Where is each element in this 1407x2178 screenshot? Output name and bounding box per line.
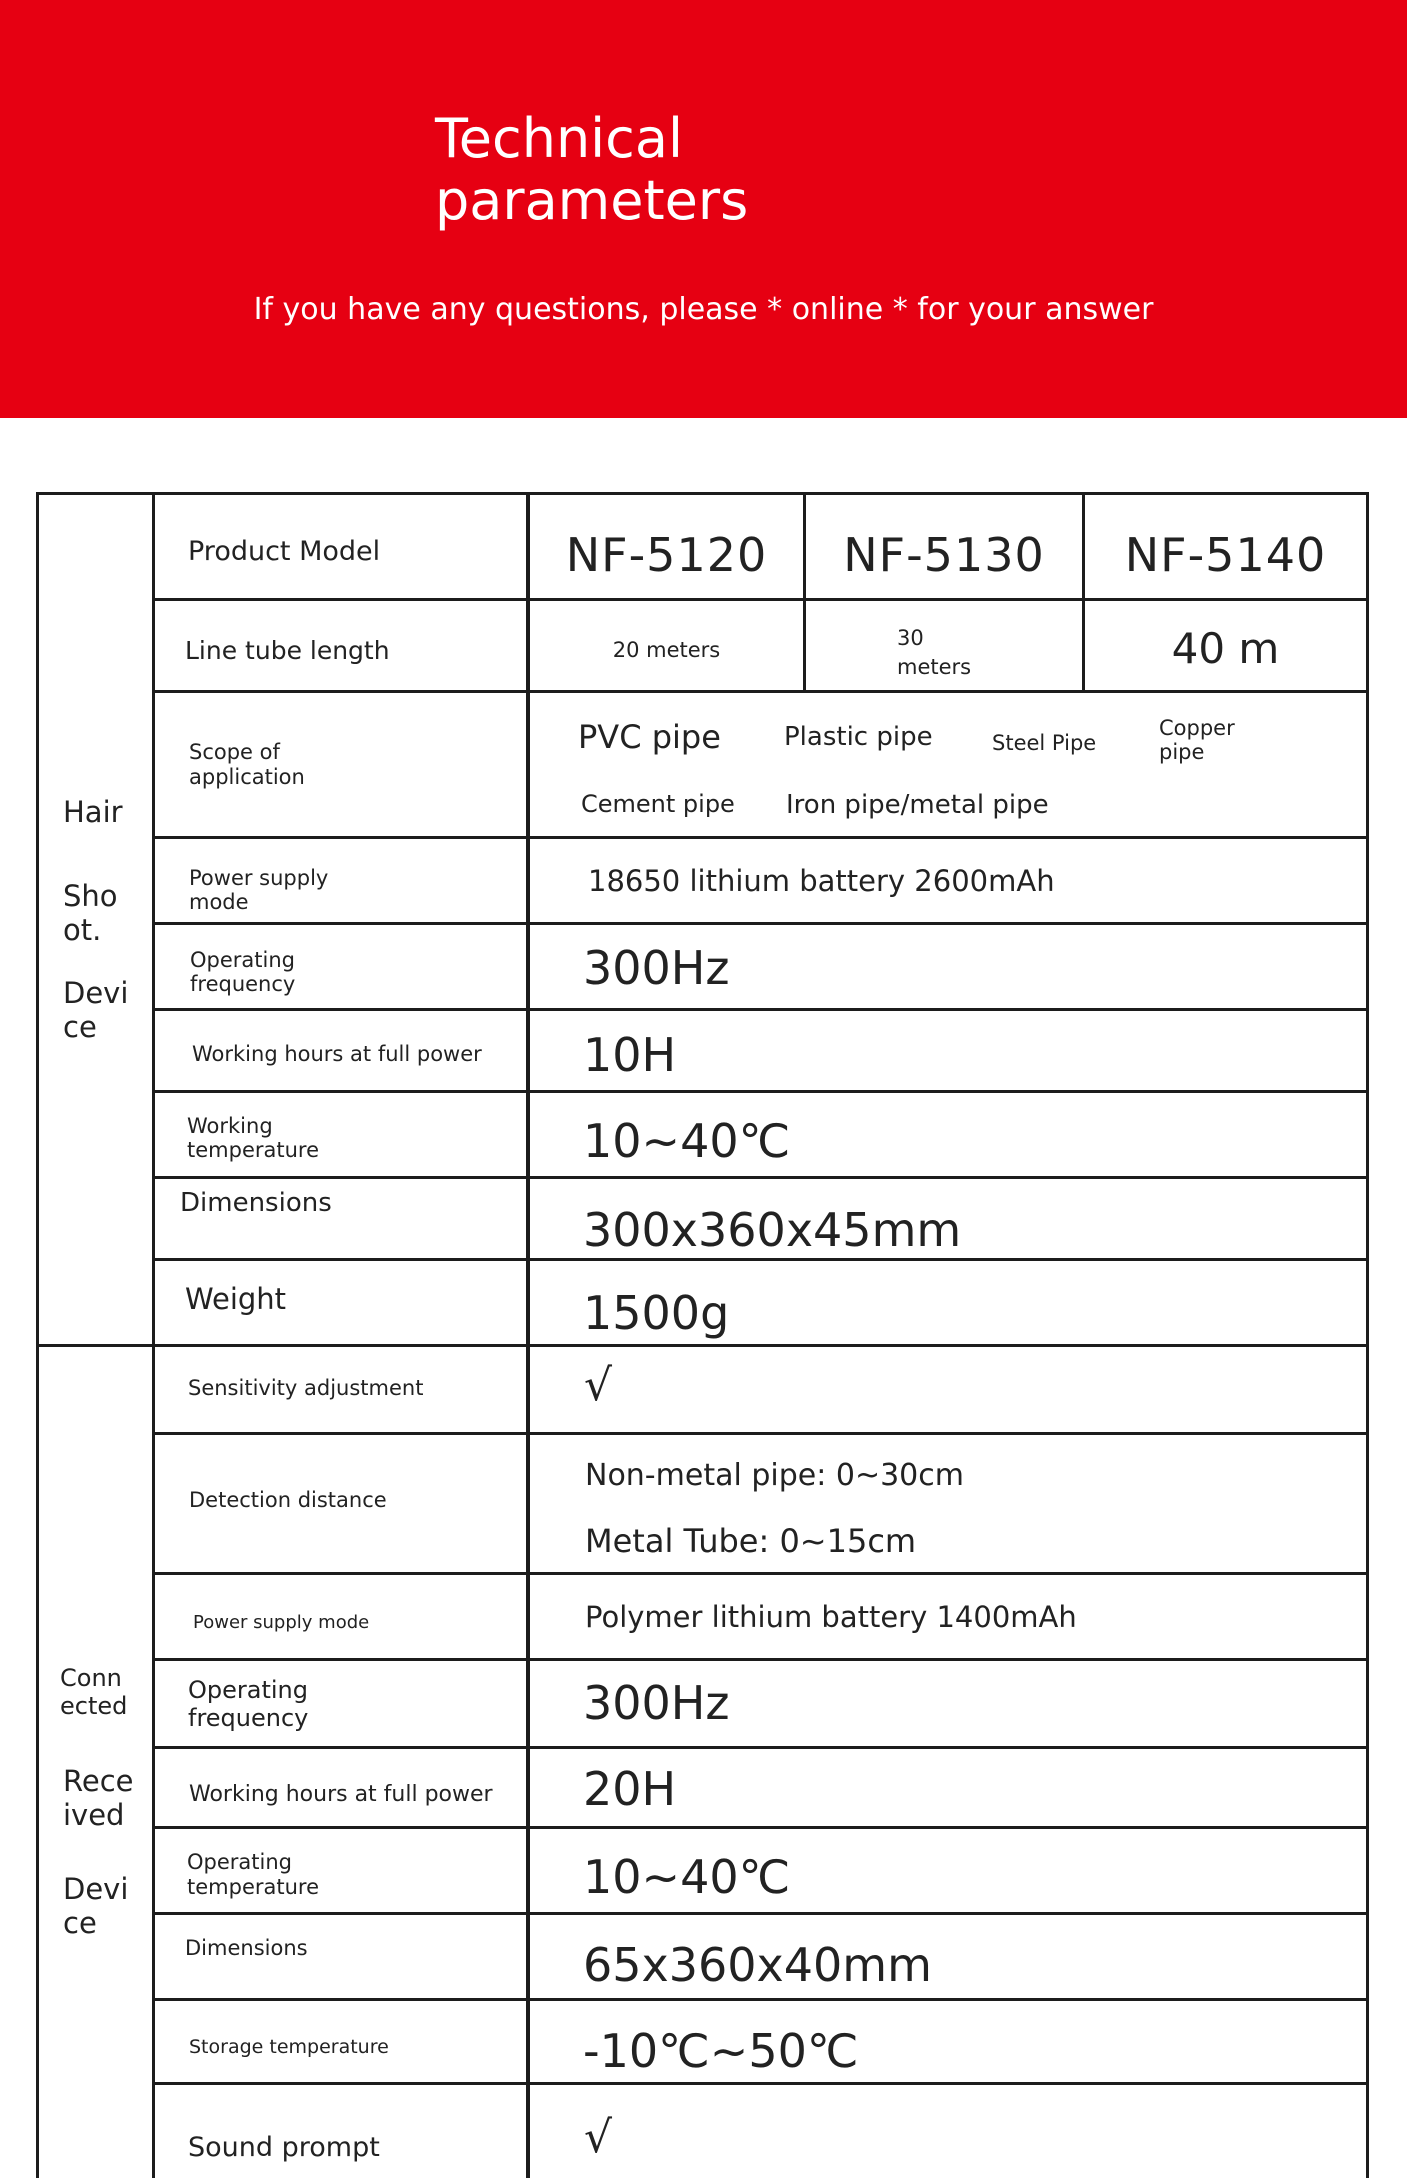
scope-label: Scope of application (189, 740, 305, 790)
tx-dimensions-label: Dimensions (180, 1188, 332, 1218)
model-nf-5130: NF-5130 (843, 528, 1045, 582)
rx-sensitivity-label: Sensitivity adjustment (188, 1376, 424, 1400)
tx-weight-label: Weight (185, 1282, 287, 1316)
rx-detection-metal: Metal Tube: 0~15cm (585, 1522, 917, 1560)
rx-operating-temperature-value: 10~40℃ (583, 1850, 791, 1904)
scope-steel-pipe: Steel Pipe (992, 731, 1097, 755)
rx-working-hours-value: 20H (583, 1762, 677, 1816)
row-line (152, 836, 1369, 839)
product-model-label: Product Model (188, 536, 381, 567)
rx-working-hours-label: Working hours at full power (189, 1782, 493, 1807)
tx-working-hours-label: Working hours at full power (192, 1042, 482, 1066)
tx-power-supply-label: Power supply mode (189, 866, 329, 914)
page-subtitle: If you have any questions, please * online * for your answer (253, 292, 1154, 327)
rx-sound-prompt-check: √ (584, 2112, 613, 2163)
row-line (152, 1432, 1369, 1435)
rx-storage-temperature-value: -10℃~50℃ (583, 2024, 859, 2078)
rx-storage-temperature-label: Storage temperature (189, 2036, 389, 2058)
rx-operating-frequency-value: 300Hz (583, 1676, 730, 1730)
rx-power-supply-label: Power supply mode (193, 1612, 370, 1633)
group-label-receiver-cont: Rece ived Devi ce (63, 1764, 134, 1940)
row-line (152, 1912, 1369, 1915)
row-line (152, 1258, 1369, 1261)
table-divider-value (526, 492, 530, 2178)
rx-detection-distance-label: Detection distance (189, 1488, 387, 1512)
row-line (152, 598, 1369, 601)
tx-dimensions-value: 300x360x45mm (583, 1203, 962, 1257)
rx-dimensions-label: Dimensions (185, 1936, 308, 1960)
table-divider-model-1 (803, 492, 806, 692)
row-line (152, 1826, 1369, 1829)
tx-weight-value: 1500g (583, 1286, 730, 1340)
tx-power-supply-value: 18650 lithium battery 2600mAh (588, 864, 1055, 898)
row-line (152, 1998, 1369, 2001)
line-tube-length-nf-5120: 20 meters (612, 638, 721, 662)
line-tube-length-nf-5140: 40 m (1171, 624, 1280, 673)
group-label-receiver: Conn ected (60, 1664, 128, 1720)
table-divider-label (152, 492, 155, 2178)
rx-dimensions-value: 65x360x40mm (583, 1938, 932, 1992)
table-border-top (36, 492, 1369, 495)
scope-cement-pipe: Cement pipe (581, 790, 735, 818)
tx-working-temperature-value: 10~40℃ (583, 1114, 791, 1168)
group-separator (36, 1344, 1369, 1347)
line-tube-length-nf-5130: 30 meters (897, 626, 972, 679)
tx-working-temperature-label: Working temperature (187, 1114, 319, 1162)
line-tube-length-label: Line tube length (185, 636, 390, 665)
group-label-transmitter: Hair Sho ot. Devi ce (63, 795, 129, 1044)
rx-operating-temperature-label: Operating temperature (187, 1850, 319, 1899)
row-line (152, 2082, 1369, 2085)
rx-sensitivity-check: √ (584, 1360, 613, 1411)
row-line (152, 1572, 1369, 1575)
tx-operating-frequency-value: 300Hz (583, 941, 730, 995)
rx-power-supply-value: Polymer lithium battery 1400mAh (585, 1600, 1077, 1634)
row-line (152, 1090, 1369, 1093)
tx-working-hours-value: 10H (583, 1028, 677, 1082)
rx-sound-prompt-label: Sound prompt (188, 2132, 380, 2163)
scope-plastic-pipe: Plastic pipe (784, 722, 933, 752)
model-nf-5120: NF-5120 (565, 528, 768, 582)
row-line (152, 690, 1369, 693)
page-title: Technical parameters (435, 107, 749, 232)
row-line (152, 1008, 1369, 1011)
tx-operating-frequency-label: Operating frequency (190, 948, 296, 996)
rx-operating-frequency-label: Operating frequency (188, 1676, 309, 1732)
scope-copper-pipe: Copper pipe (1159, 716, 1235, 764)
row-line (152, 1746, 1369, 1749)
model-nf-5140: NF-5140 (1124, 528, 1327, 582)
row-line (152, 1176, 1369, 1179)
rx-detection-nonmetal: Non-metal pipe: 0~30cm (585, 1458, 964, 1493)
row-line (152, 922, 1369, 925)
row-line (152, 1658, 1369, 1661)
scope-iron-metal-pipe: Iron pipe/metal pipe (786, 790, 1049, 820)
table-border-left (36, 492, 39, 2178)
scope-pvc-pipe: PVC pipe (578, 718, 721, 756)
table-border-right (1366, 492, 1369, 2178)
